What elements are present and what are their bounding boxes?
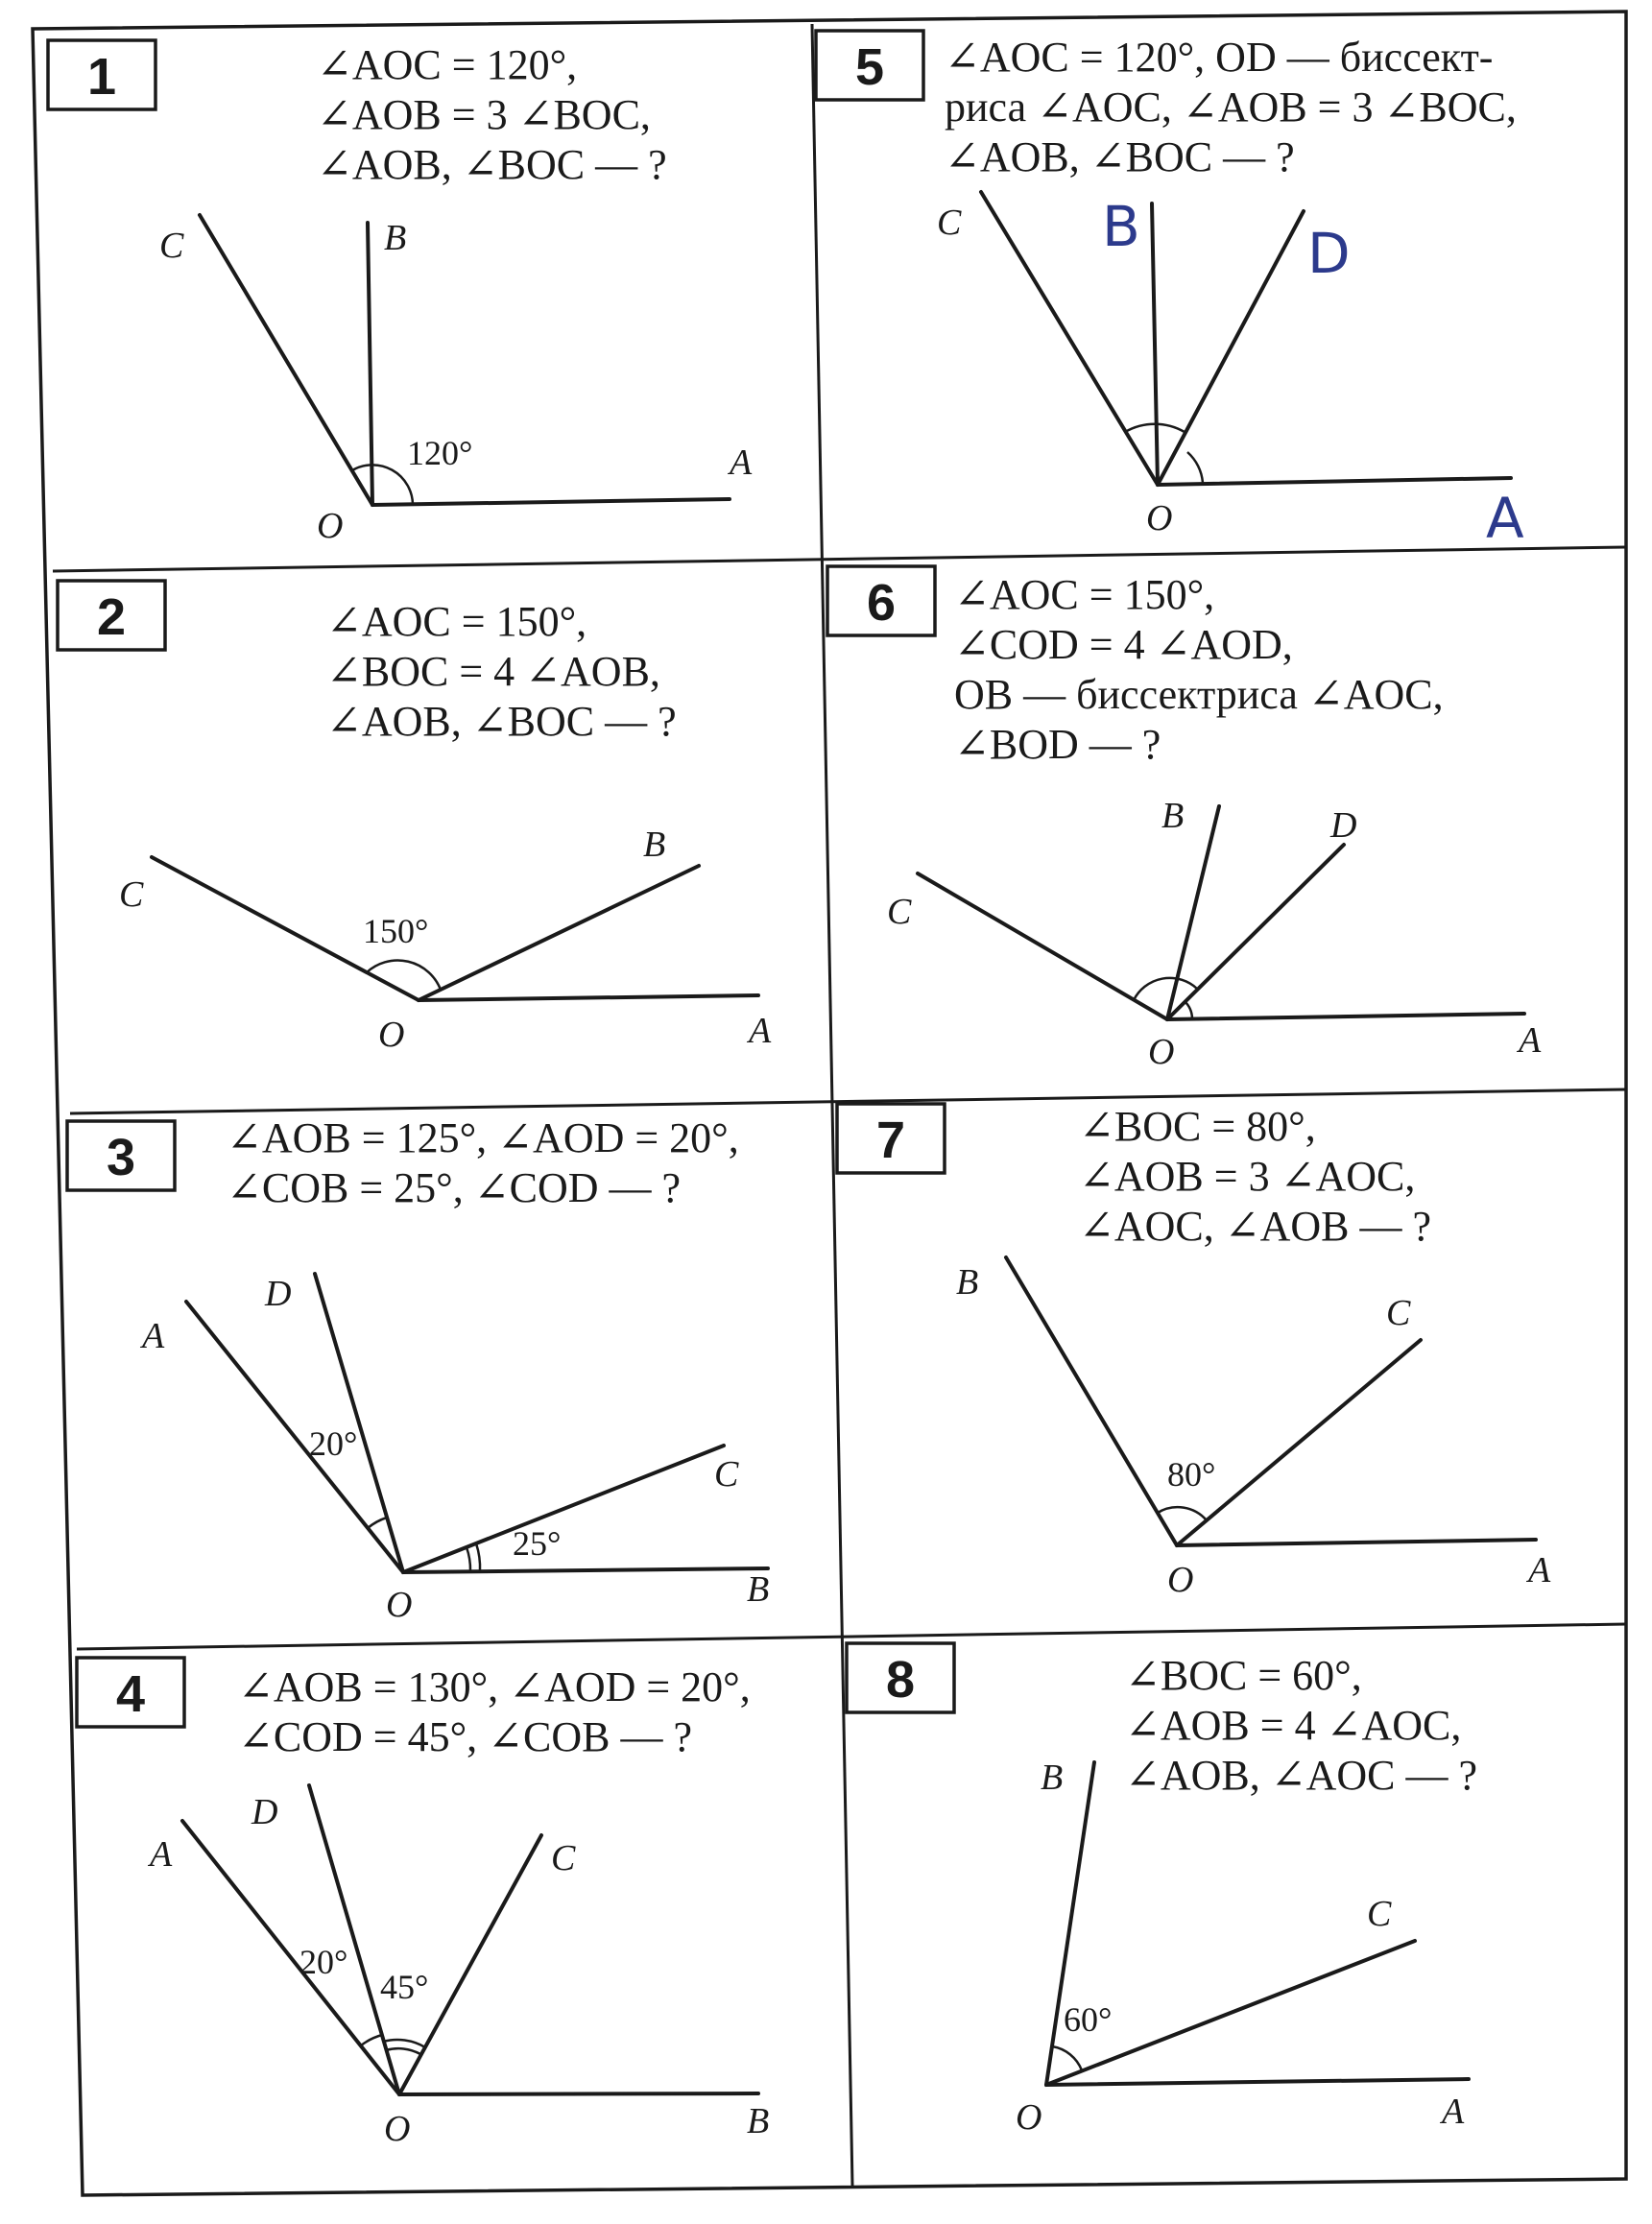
condition-line: ∠COD = 4 ∠AOD,	[954, 621, 1293, 668]
ray-od	[309, 1785, 399, 2094]
point-label: O	[1146, 498, 1173, 538]
point-label: O	[378, 1015, 405, 1055]
degree-label: 150°	[363, 912, 429, 950]
point-label: B	[643, 825, 666, 865]
point-label: D	[265, 1274, 292, 1314]
point-label: B	[384, 218, 407, 258]
condition-line: ∠AOB, ∠BOC — ?	[326, 698, 677, 745]
angle-arc	[367, 961, 441, 990]
degree-label: 20°	[309, 1424, 358, 1463]
angle-arc	[361, 2035, 382, 2045]
point-label: B	[747, 2101, 770, 2141]
problem-8	[847, 1643, 1477, 2138]
point-label: A	[1519, 1020, 1542, 1061]
point-label: A	[142, 1316, 165, 1356]
point-label: O	[1167, 1560, 1194, 1600]
point-label: B	[1041, 1758, 1064, 1798]
angle-arc	[1052, 2046, 1082, 2070]
problem-2	[58, 581, 772, 1055]
angle-arc	[1187, 452, 1203, 483]
ray-od	[1158, 211, 1304, 485]
point-label: O	[1148, 1032, 1175, 1072]
point-label: A	[730, 442, 753, 483]
condition-line: ∠AOB, ∠AOC — ?	[1125, 1752, 1478, 1799]
angle-arc	[467, 1547, 470, 1571]
problem-3	[67, 1114, 769, 1625]
problem-number: 3	[106, 1129, 136, 1186]
angle-arc	[383, 2040, 425, 2047]
point-label: C	[1386, 1293, 1411, 1333]
problem-number: 2	[96, 588, 127, 646]
condition-line: ∠AOB = 4 ∠AOC,	[1125, 1702, 1462, 1749]
ray-ob	[399, 2093, 758, 2094]
ray-oc	[200, 215, 372, 505]
point-label: B	[747, 1569, 770, 1610]
degree-label: 60°	[1064, 2000, 1113, 2039]
handwritten-label: A	[1486, 486, 1524, 551]
ray-od	[1167, 845, 1344, 1019]
condition-line: ∠AOC = 150°,	[326, 598, 587, 645]
condition-line: ∠AOB, ∠BOC — ?	[317, 141, 667, 188]
ray-oa	[1158, 478, 1511, 485]
point-label: C	[119, 874, 144, 915]
problem-number: 5	[854, 38, 885, 96]
problem-1	[48, 40, 753, 546]
condition-line: ∠AOB = 130°, ∠AOD = 20°,	[238, 1663, 751, 1710]
condition-line: риса ∠AOC, ∠AOB = 3 ∠BOC,	[945, 84, 1517, 131]
condition-line: ∠AOC = 150°,	[954, 571, 1215, 618]
problem-7	[837, 1103, 1551, 1600]
ray-oa	[1167, 1014, 1524, 1019]
handwritten-label: D	[1307, 221, 1351, 286]
point-label: A	[1442, 2092, 1465, 2132]
degree-label: 25°	[513, 1524, 562, 1563]
ray-oc	[918, 873, 1167, 1019]
condition-line: ∠AOB = 3 ∠BOC,	[317, 91, 651, 138]
point-label: C	[551, 1838, 576, 1878]
condition-line: ∠BOD — ?	[954, 721, 1161, 768]
point-label: C	[1367, 1894, 1392, 1934]
point-label: A	[150, 1834, 173, 1875]
problem-number: 7	[875, 1112, 906, 1169]
point-label: O	[384, 2109, 411, 2149]
ray-ob	[368, 223, 372, 505]
ray-ob	[1167, 806, 1219, 1019]
degree-label: 120°	[407, 434, 473, 472]
problem-4	[77, 1658, 769, 2149]
ray-ob	[419, 866, 699, 1000]
problem-5	[816, 31, 1524, 551]
ray-ob	[403, 1568, 768, 1572]
point-label: C	[887, 892, 912, 932]
point-label: C	[714, 1454, 739, 1495]
degree-label: 20°	[299, 1943, 348, 1981]
point-label: A	[749, 1011, 772, 1051]
condition-line: ∠BOC = 80°,	[1079, 1103, 1316, 1150]
angle-arc	[368, 1518, 387, 1528]
problem-number: 4	[115, 1665, 146, 1723]
condition-line: ∠COD = 45°, ∠COB — ?	[238, 1713, 693, 1760]
angle-arc	[476, 1543, 480, 1571]
angle-arc	[1185, 1001, 1192, 1018]
condition-line: ∠AOC = 120°, OD — биссект-	[945, 34, 1494, 81]
point-label: O	[317, 506, 344, 546]
point-label: D	[1330, 805, 1357, 846]
condition-line: ∠AOB = 3 ∠AOC,	[1079, 1153, 1416, 1200]
condition-line: ∠AOB = 125°, ∠AOD = 20°,	[227, 1114, 739, 1161]
condition-line: ∠BOC = 60°,	[1125, 1652, 1362, 1699]
handwritten-label: B	[1102, 194, 1140, 259]
ray-oa	[372, 499, 730, 505]
ray-od	[315, 1274, 403, 1572]
problem-6	[827, 566, 1542, 1072]
point-label: O	[386, 1585, 413, 1625]
ray-oc	[399, 1835, 541, 2094]
condition-line: ∠BOC = 4 ∠AOB,	[326, 648, 660, 695]
degree-label: 80°	[1167, 1455, 1216, 1494]
ray-oa	[186, 1302, 403, 1572]
point-label: C	[159, 226, 184, 266]
point-label: B	[1161, 796, 1185, 836]
problem-number: 6	[866, 574, 897, 632]
ray-oa	[1177, 1540, 1536, 1545]
condition-line: OB — биссектриса ∠AOC,	[954, 671, 1444, 718]
condition-line: ∠AOC = 120°,	[317, 41, 578, 88]
ray-oa	[1046, 2079, 1469, 2085]
degree-label: 45°	[380, 1968, 429, 2006]
ray-oa	[182, 1821, 399, 2094]
condition-line: ∠AOB, ∠BOC — ?	[945, 133, 1295, 180]
point-label: D	[251, 1792, 278, 1832]
condition-line: ∠COB = 25°, ∠COD — ?	[227, 1164, 682, 1211]
point-label: B	[956, 1262, 979, 1303]
problem-number: 1	[86, 48, 117, 106]
point-label: C	[937, 203, 962, 243]
point-label: O	[1016, 2097, 1042, 2138]
ray-oa	[419, 995, 758, 1000]
point-label: A	[1528, 1550, 1551, 1590]
problem-number: 8	[885, 1651, 916, 1709]
ray-oc	[1177, 1340, 1421, 1545]
ray-oc	[403, 1446, 724, 1572]
condition-line: ∠AOC, ∠AOB — ?	[1079, 1203, 1432, 1250]
ray-ob	[1152, 203, 1158, 485]
ray-ob	[1006, 1257, 1177, 1545]
angle-arc	[386, 2048, 420, 2054]
angle-arc	[1158, 1507, 1207, 1520]
